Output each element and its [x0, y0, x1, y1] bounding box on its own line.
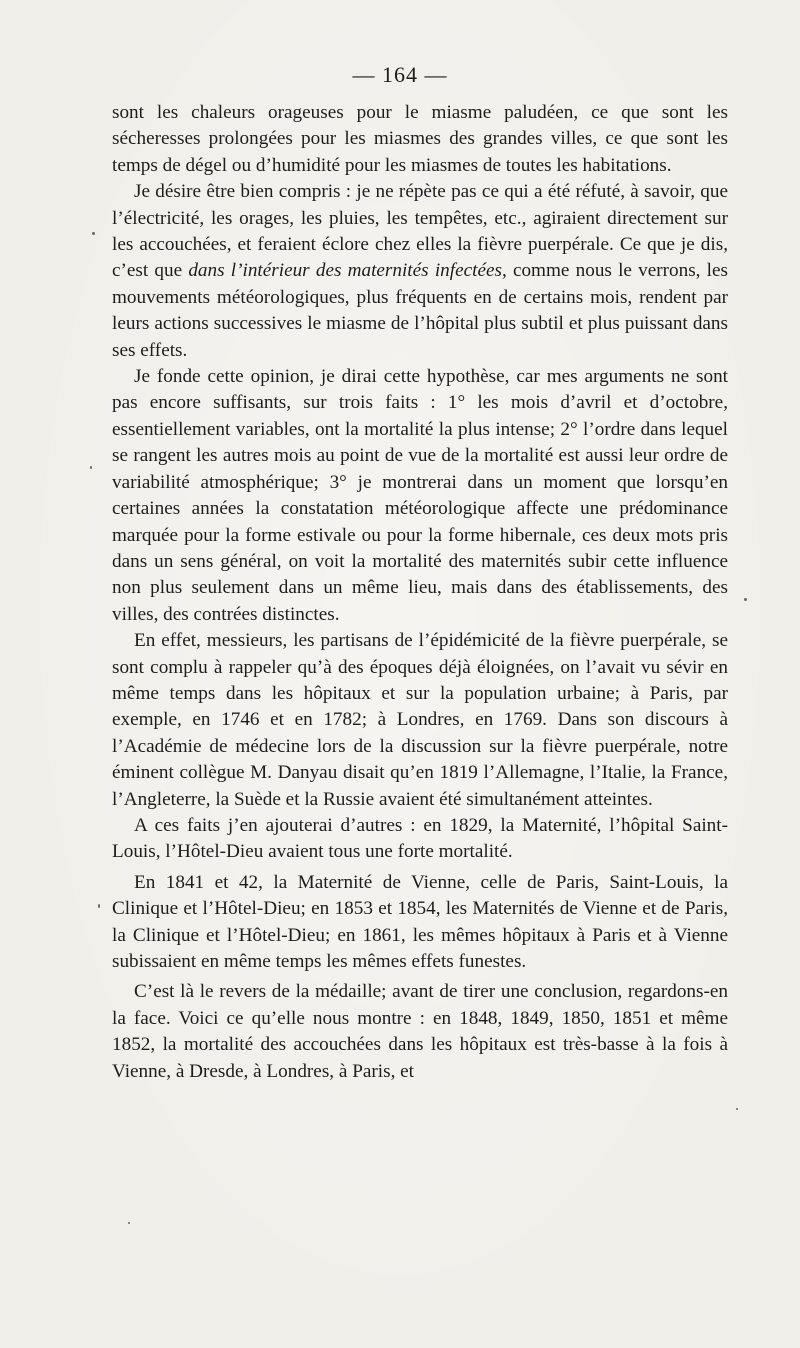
paragraph-2-lead: Je désire être bien compris : je ne répète pas ce qui a été réfuté, à savoir, que l’électricité, les orages, les pluies, les tempêtes, etc., agiraient directement sur les accouchées, et feraient éclore chez elles la fièvre puerpérale. Ce que je dis, c’est que: [112, 181, 728, 282]
paper-speck: [92, 232, 95, 235]
paragraph-1: sont les chaleurs orageuses pour le miasme paludéen, ce que sont les sécheresses prolongées pour les miasmes des grandes villes, ce que sont les temps de dégel ou d’humidité pour les miasmes de toutes les habitations.: [112, 102, 728, 176]
paper-speck: [98, 904, 100, 908]
body-text: [112, 100, 728, 1085]
paper-speck: [128, 1222, 130, 1224]
page-number: — 164 —: [352, 62, 448, 87]
paragraph-2-tail: comme nous le verrons, les mouvements météorologiques, plus fréquents en de certains mois, rendent par leurs actions successives le miasme de l’hôpital plus subtil et plus puissant dans ses effets.: [112, 260, 728, 361]
paper-speck: [736, 1108, 738, 1110]
paper-speck: [744, 598, 747, 601]
paragraph-2: [112, 179, 728, 364]
paper-speck: [90, 466, 92, 469]
paragraph-6: En 1841 et 42, la Maternité de Vienne, celle de Paris, Saint-Louis, la Clinique et l’Hôtel-Dieu; en 1853 et 1854, les Maternités de Vienne et de Paris, la Clinique et l’Hôtel-Dieu; en 1861, les mêmes hôpitaux à Paris et à Vienne subissaient en même temps les mêmes effets funestes.: [112, 871, 728, 972]
paragraph-2-italic: dans l’intérieur des maternités infectées,: [188, 260, 507, 282]
paragraph-3: Je fonde cette opinion, je dirai cette hypothèse, car mes arguments ne sont pas encore suffisants, sur trois faits : 1° les mois d’avril et d’octobre, essentiellement variables, ont la mortalité la plus intense; 2° l’ordre dans lequel se rangent les autres mois au point de vue de la mortalité est aussi leur ordre de variabilité atmosphérique; 3° je montrerai dans un moment que lorsqu’en certaines années la constatation météorologique affecte une prédominance marquée pour la forme estivale ou pour la forme hibernale, ces deux mots pris dans un sens général, on voit la mortalité des maternités subir cette influence non plus seulement dans un même lieu, mais dans des établissements, des villes, des contrées distinctes.: [112, 366, 728, 625]
paragraph-5: A ces faits j’en ajouterai d’autres : en 1829, la Maternité, l’hôpital Saint-Louis, l’Hôtel-Dieu avaient tous une forte mortalité.: [112, 814, 728, 863]
paragraph-4: En effet, messieurs, les partisans de l’épidémicité de la fièvre puerpérale, se sont complu à rappeler qu’à des époques déjà éloignées, on l’avait vu sévir en même temps dans les hôpitaux et sur la population urbaine; à Paris, par exemple, en 1746 et en 1782; à Londres, en 1769. Dans son discours à l’Académie de médecine lors de la discussion sur la fièvre puerpérale, notre éminent collègue M. Danyau disait qu’en 1819 l’Allemagne, l’Italie, la France, l’Angleterre, la Suède et la Russie avaient été simultanément atteintes.: [112, 630, 728, 810]
paragraph-7: C’est là le revers de la médaille; avant de tirer une conclusion, regardons-en la face. Voici ce qu’elle nous montre : en 1848, 1849, 1850, 1851 et même 1852, la mortalité des accouchées dans les hôpitaux est très-basse à la fois à Vienne, à Dresde, à Londres, à Paris, et: [112, 981, 728, 1082]
